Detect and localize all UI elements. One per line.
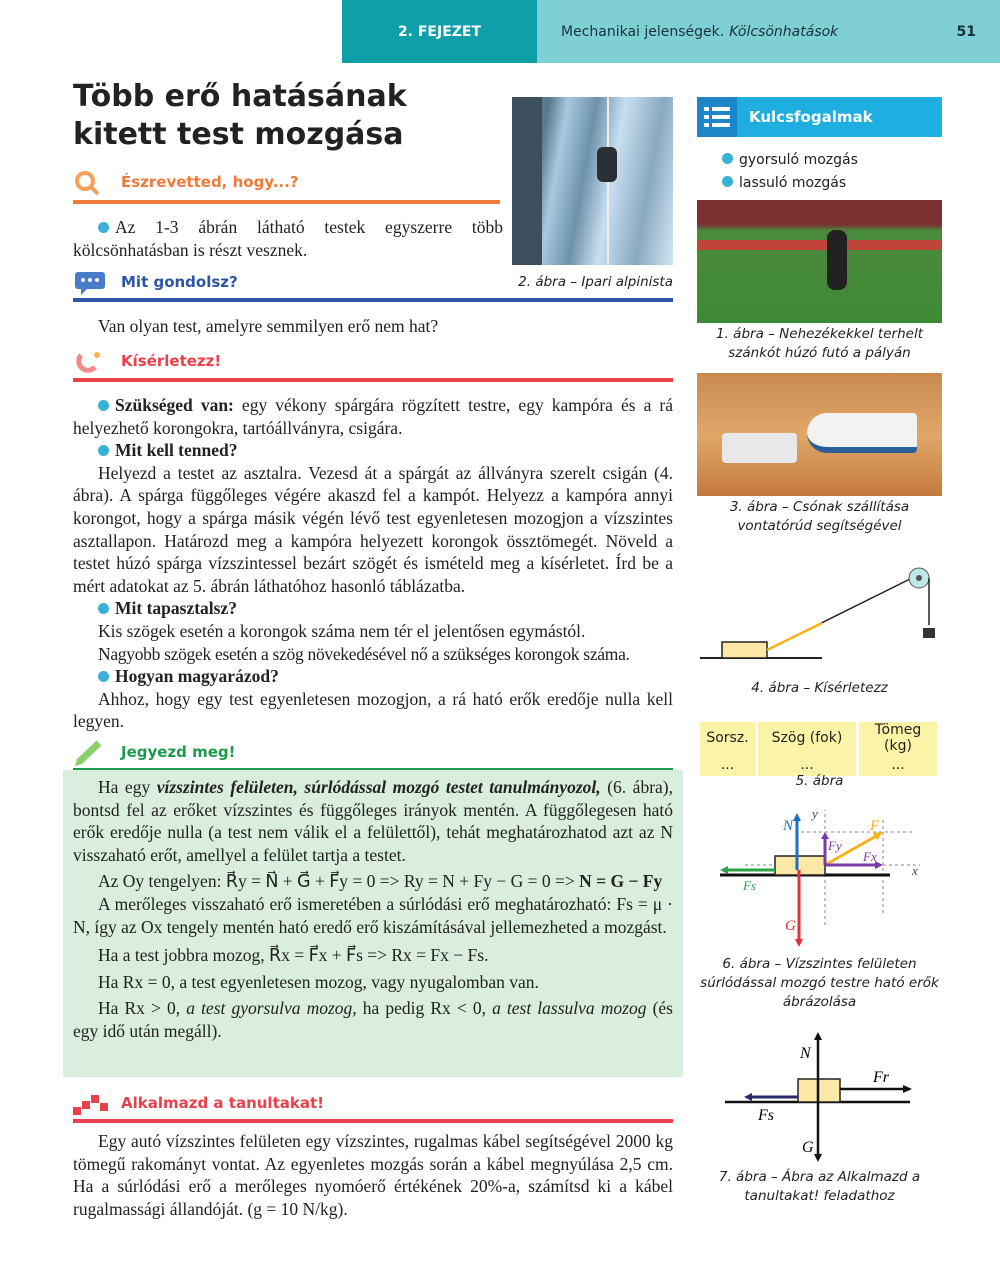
chapter-label: 2. FEJEZET bbox=[342, 0, 537, 63]
remember-p5: Ha Rx = 0, a test egyenletesen mozog, vagy nyugalomban van. bbox=[98, 971, 539, 992]
force-diagram-7 bbox=[720, 1030, 920, 1165]
remember-heading-text: Jegyezd meg! bbox=[121, 743, 236, 761]
noticed-heading bbox=[73, 170, 299, 194]
pencil-icon bbox=[73, 740, 109, 764]
think-heading-text: Mit gondolsz? bbox=[121, 273, 238, 291]
force-diagram-6 bbox=[715, 805, 930, 950]
experiment-diagram bbox=[697, 560, 942, 670]
figure-3-caption: 3. ábra – Csónak szállítása vontatórúd segítségével bbox=[729, 499, 910, 534]
magnet-icon bbox=[73, 349, 109, 373]
label-G: G bbox=[785, 918, 796, 934]
chapter-title-italic: Kölcsönhatások bbox=[729, 23, 839, 40]
exp-label bbox=[73, 597, 673, 620]
p6d: a test lassulva mozog bbox=[492, 998, 647, 1019]
bullet-icon bbox=[722, 153, 733, 164]
key-concept-item bbox=[722, 172, 858, 195]
remember-p1 bbox=[73, 776, 673, 866]
key-concept-text: gyorsuló mozgás bbox=[739, 152, 858, 168]
noticed-text bbox=[73, 216, 503, 261]
label-Fx: Fx bbox=[863, 849, 877, 864]
apply-heading bbox=[73, 1091, 324, 1115]
p6a: Ha Rx > 0, bbox=[98, 998, 187, 1019]
key-concepts-list bbox=[722, 149, 858, 195]
divider bbox=[73, 298, 673, 302]
figure-7-caption: 7. ábra – Ábra az Alkalmazd a tanultakat! feladathoz bbox=[718, 1169, 921, 1204]
p2eq: R⃗y = N⃗ + G⃗ + F⃗y = 0 => Ry = N + Fy − G = 0 => bbox=[225, 871, 580, 892]
list-icon bbox=[697, 97, 737, 137]
data-table bbox=[697, 722, 940, 776]
figure-2-caption: 2. ábra – Ipari alpinista bbox=[518, 274, 673, 290]
key-concept-text: lassuló mozgás bbox=[739, 175, 847, 191]
page-number: 51 bbox=[956, 23, 976, 40]
figure-6-caption: 6. ábra – Vízszintes felületen súrlódással mozgó testre ható erők ábrázolása bbox=[700, 956, 939, 1010]
runner-photo bbox=[697, 200, 942, 323]
remember-p3: A merőleges visszaható erő ismeretében a súrlódási erő meghatározható: Fs = μ · N, így az Ox tengely mentén ható eredő erő kiszámításával jellemezheted a mozgást. bbox=[73, 893, 673, 937]
p1a: Ha egy bbox=[98, 777, 157, 797]
divider bbox=[73, 378, 673, 382]
p6b: a test gyorsulva mozog, bbox=[186, 998, 357, 1019]
remember-p4: Ha a test jobbra mozog, R⃗x = F⃗x + F⃗s => Rx = Fx − Fs. bbox=[98, 945, 489, 966]
figure-4-caption: 4. ábra – Kísérletezz bbox=[751, 680, 888, 696]
key-concepts-title: Kulcsfogalmak bbox=[749, 108, 873, 126]
bullet-icon bbox=[98, 671, 109, 682]
label-x: x bbox=[912, 863, 918, 878]
p1b: vízszintes felületen, súrlódással mozgó testet tanulmányozol, bbox=[156, 777, 601, 797]
exp-text-1: Kis szögek esetén a korongok száma nem tér el jelentősen egymástól. bbox=[98, 620, 586, 641]
remember-p2 bbox=[73, 870, 673, 893]
table-header: Tömeg (kg) bbox=[859, 722, 937, 754]
explain-text: Ahhoz, hogy egy test egyenletesen mozogjon, a rá ható erők eredője nulla kell legyen. bbox=[73, 688, 673, 732]
label-Fy: Fy bbox=[828, 838, 842, 853]
p6c: ha pedig Rx < 0, bbox=[356, 998, 493, 1019]
chapter-title bbox=[537, 0, 1000, 63]
table-cell: ... bbox=[700, 754, 755, 776]
remember-p6 bbox=[73, 997, 673, 1042]
label-N: N bbox=[783, 818, 794, 834]
speech-bubble-icon bbox=[73, 270, 109, 294]
think-heading bbox=[73, 270, 238, 294]
bullet-icon bbox=[98, 400, 109, 411]
explain-label-text: Hogyan magyarázod? bbox=[115, 666, 279, 687]
exp-text-2: Nagyobb szögek esetén a szög növekedésével nő a szükséges korongok száma. bbox=[98, 643, 630, 664]
label-Fr: Fr bbox=[873, 1069, 889, 1086]
noticed-heading-text: Észrevetted, hogy...? bbox=[121, 173, 299, 191]
explain-label bbox=[73, 665, 673, 688]
table-cell: ... bbox=[859, 754, 937, 776]
todo-label bbox=[73, 439, 673, 462]
bullet-icon bbox=[722, 176, 733, 187]
todo-text: Helyezd a testet az asztalra. Vezesd át a spárgát az állványra szerelt csigán (4. ábra). A spárga függőleges végére akaszd fel a kampót. Helyezz a kampóra annyi korongot, hogy a spárga másik végén lévő test egyenletesen mozogjon a vízszintes asztallapon. Határozd meg a kampóra helyezett korongok össztömegét. Növeld a testet húzó spárga vízszintessel bezárt szögét és ismételd meg a kísérletet. Írd be a mért adatokat az 5. ábrán láthatóhoz hasonló táblázatba. bbox=[73, 462, 673, 596]
label-y: y bbox=[812, 806, 818, 821]
blocks-icon bbox=[73, 1091, 109, 1115]
p6e: (és egy idő után megáll). bbox=[73, 998, 673, 1041]
bullet-icon bbox=[98, 445, 109, 456]
think-text: Van olyan test, amelyre semmilyen erő nem hat? bbox=[98, 316, 439, 336]
apply-heading-text: Alkalmazd a tanultakat! bbox=[121, 1094, 324, 1112]
boat-photo bbox=[697, 373, 942, 496]
todo-label-text: Mit kell tenned? bbox=[115, 440, 238, 461]
label-G: G bbox=[802, 1139, 814, 1156]
divider bbox=[73, 200, 500, 204]
experiment-body bbox=[73, 394, 673, 733]
p2bold: N = G − Fy bbox=[579, 871, 663, 892]
figure-5-caption: 5. ábra bbox=[795, 773, 844, 789]
key-concept-item bbox=[722, 149, 858, 172]
need-text: egy vékony spárgára rögzített testre, egy kampóra és a rá helyezhető korongokra, tartóállványra, csigára. bbox=[73, 395, 673, 438]
magnifier-icon bbox=[73, 170, 109, 194]
table-cell: ... bbox=[758, 754, 856, 776]
experiment-heading bbox=[73, 349, 221, 373]
alpinist-photo bbox=[512, 97, 673, 265]
divider bbox=[73, 1119, 673, 1123]
chapter-title-text: Mechanikai jelenségek. bbox=[561, 23, 725, 40]
need-label: Szükséged van: bbox=[115, 395, 234, 415]
exp-label-text: Mit tapasztalsz? bbox=[115, 598, 237, 619]
label-F: F bbox=[870, 818, 880, 834]
table-header: Sorsz. bbox=[700, 722, 755, 754]
apply-text: Egy autó vízszintes felületen egy vízszintes, rugalmas kábel segítségével 2000 kg tömegű rakományt vontat. Az egyenletes mozgás során a kábel megnyúlása 2,5 cm. Ha a súrlódási erő a merőleges nyomóerő értékének 20%-a, számítsd ki a kábel rugalmassági állandóját. (g = 10 N/kg). bbox=[73, 1131, 673, 1219]
label-Fs: Fs bbox=[758, 1107, 774, 1124]
figure-1-caption: 1. ábra – Nehezékekkel terhelt szánkót húzó futó a pályán bbox=[716, 326, 923, 361]
bullet-icon bbox=[98, 603, 109, 614]
noticed-text-content: Az 1-3 ábrán látható testek egyszerre több kölcsönhatásban is részt vesznek. bbox=[73, 217, 503, 260]
label-N: N bbox=[800, 1045, 811, 1062]
key-concepts-header bbox=[697, 97, 942, 137]
label-Fs: Fs bbox=[743, 878, 756, 893]
remember-body bbox=[73, 776, 673, 1043]
experiment-heading-text: Kísérletezz! bbox=[121, 352, 222, 370]
need-paragraph bbox=[73, 394, 673, 439]
page-title: Több erő hatásának kitett test mozgása bbox=[73, 79, 407, 152]
p2a: Az Oy tengelyen: bbox=[98, 871, 226, 892]
table-header: Szög (fok) bbox=[758, 722, 856, 754]
p1c: (6. ábra), bontsd fel az erőket vízszintes és függőleges irányok mentén. A függőlegesen ható erők eredője nulla (a test nem válik el a felülettől), tehát meghatározhatod azt az N visszaható erőt, amellyel a felület tartja a testet. bbox=[73, 777, 673, 865]
bullet-icon bbox=[98, 222, 109, 233]
remember-heading bbox=[73, 740, 236, 764]
